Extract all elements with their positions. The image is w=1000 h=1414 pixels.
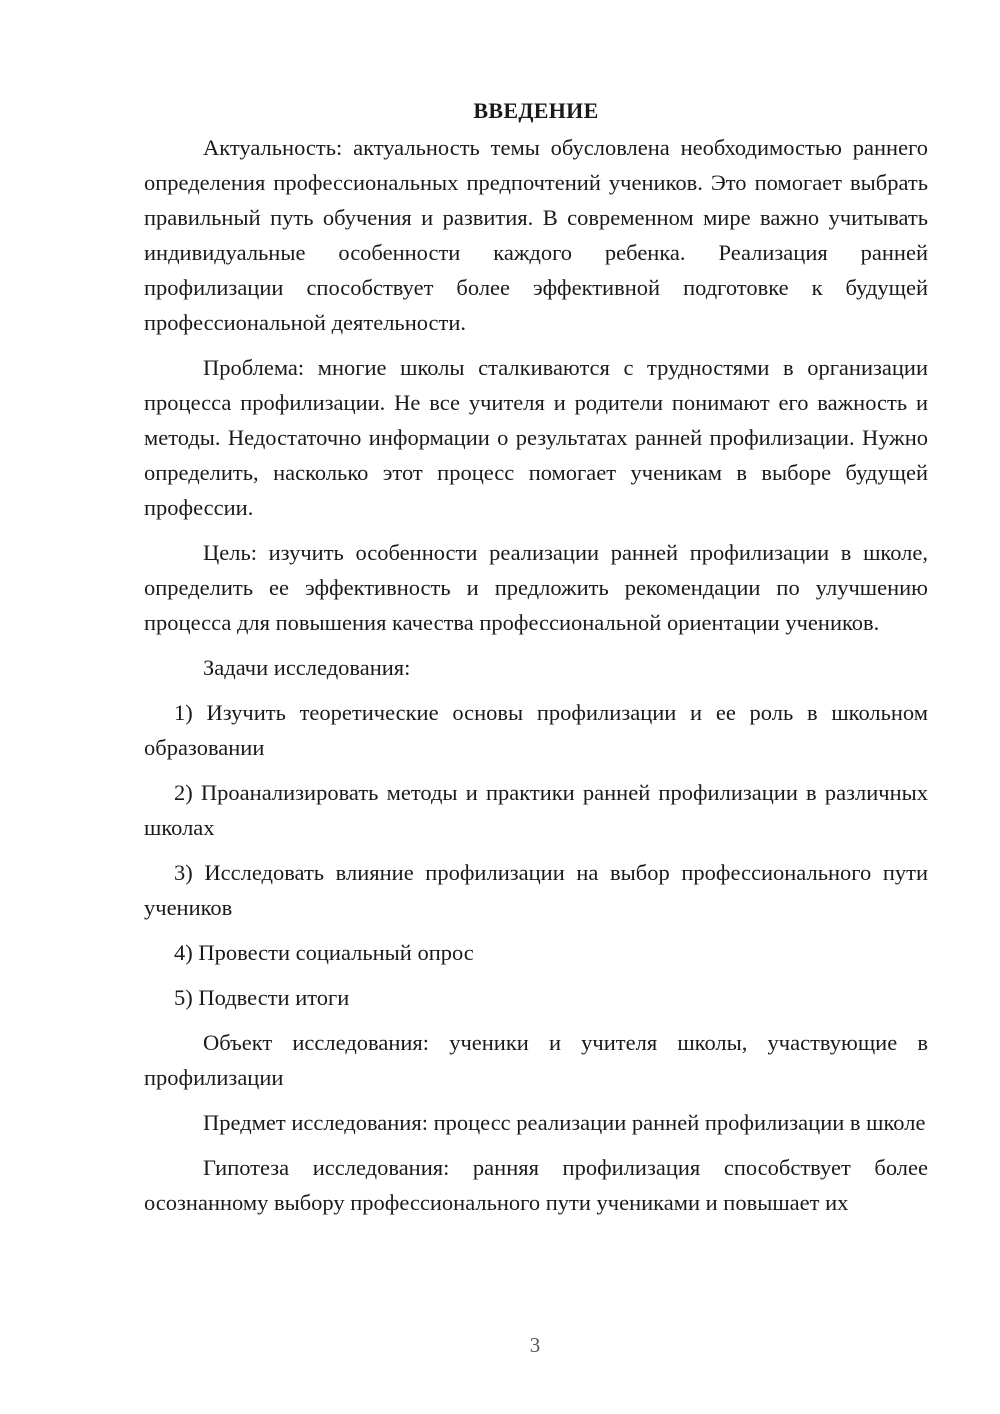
paragraph-problem: Проблема: многие школы сталкиваются с трудностями в организации процесса профилизации. Не все учителя и родители понимают его важность и методы. Недостаточно информации о результатах ранней профилизации. Нужно определить, насколько этот процесс помогает ученикам в выборе будущей профессии. [144,355,928,520]
paragraph-subject: Предмет исследования: процесс реализации ранней профилизации в школе [203,1110,926,1135]
page-number: 3 [529,1333,541,1357]
paragraph-tasks-title: Задачи исследования: [203,655,411,680]
task-item-3: 3) Исследовать влияние профилизации на выбор профессионального пути учеников [144,860,928,920]
paragraph-relevance: Актуальность: актуальность темы обусловлена необходимостью раннего определения профессиональных предпочтений учеников. Это помогает выбрать правильный путь обучения и развития. В современном мире важно учитывать индивидуальные особенности каждого ребенка. Реализация ранней профилизации способствует более эффективной подготовке к будущей профессиональной деятельности. [144,135,928,335]
task-item-5: 5) Подвести итоги [174,985,350,1010]
document-page [144,96,928,1230]
paragraph-goal: Цель: изучить особенности реализации ранней профилизации в школе, определить ее эффективность и предложить рекомендации по улучшению процесса для повышения качества профессиональной ориентации учеников. [144,540,928,635]
paragraph-hypothesis: Гипотеза исследования: ранняя профилизация способствует более осознанному выбору профессионального пути учениками и повышает их [144,1155,928,1215]
task-item-2: 2) Проанализировать методы и практики ранней профилизации в различных школах [144,780,928,840]
paragraph-object: Объект исследования: ученики и учителя школы, участвующие в профилизации [144,1030,928,1090]
task-item-4: 4) Провести социальный опрос [174,940,474,965]
section-heading: ВВЕДЕНИЕ [473,98,599,123]
task-item-1: 1) Изучить теоретические основы профилизации и ее роль в школьном образовании [144,700,928,760]
